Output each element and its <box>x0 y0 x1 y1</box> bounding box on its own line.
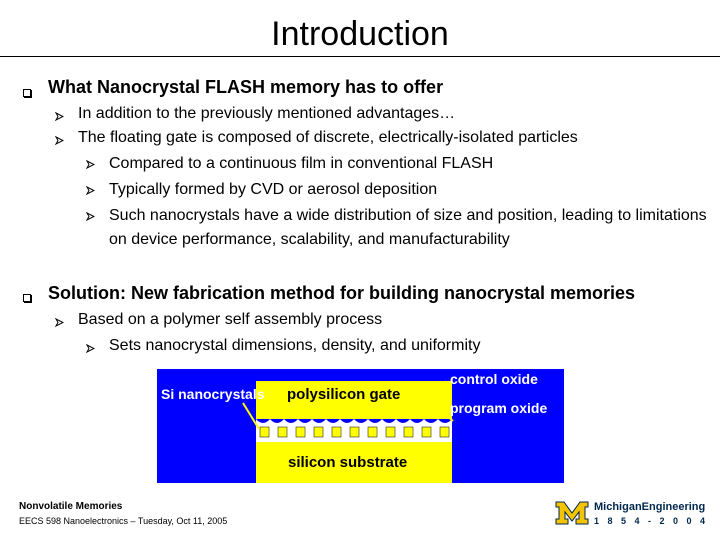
label-si-nanocrystals: Si nanocrystals <box>161 386 265 402</box>
arrow-bullet-icon <box>55 112 64 121</box>
sub-sub-bullet-3: Such nanocrystals have a wide distribution of size and position, leading to limitations on device performance, scalability, and manufacturability <box>109 207 707 248</box>
footer-course: EECS 598 Nanoelectronics – Tuesday, Oct 11, 2005 <box>19 516 228 526</box>
nanocrystal-dot <box>314 427 323 437</box>
nanocrystal-dot <box>368 427 377 437</box>
sub-sub-bullet-1: Compared to a continuous film in conventional FLASH <box>109 155 494 172</box>
arrow-bullet-icon <box>55 136 64 145</box>
sub-bullet-2-1: Based on a polymer self assembly process <box>78 311 383 328</box>
sub-bullet-1-1: In addition to the previously mentioned advantages… <box>78 105 456 122</box>
nanocrystal-dot <box>440 427 449 437</box>
nanocrystal-dot <box>404 427 413 437</box>
arrow-bullet-icon <box>86 186 95 195</box>
square-bullet-icon <box>23 294 31 302</box>
arrow-bullet-icon <box>86 344 95 353</box>
title-divider <box>0 56 720 57</box>
program-oxide-layer <box>256 438 452 442</box>
nanocrystal-dot <box>422 427 431 437</box>
label-polysilicon-gate: polysilicon gate <box>287 386 401 403</box>
nanocrystal-dot <box>350 427 359 437</box>
sub-bullet-1-2: The floating gate is composed of discrete, electrically-isolated particles <box>78 129 578 146</box>
arrow-bullet-icon <box>86 160 95 169</box>
arrow-bullet-icon <box>86 212 95 221</box>
nanocrystal-dot <box>278 427 287 437</box>
label-silicon-substrate: silicon substrate <box>288 454 408 471</box>
bullet-heading-2: Solution: New fabrication method for building nanocrystal memories <box>48 283 636 303</box>
nanocrystal-dot <box>296 427 305 437</box>
sub-sub-bullet-2: Typically formed by CVD or aerosol deposition <box>109 181 438 198</box>
bullet-heading-1: What Nanocrystal FLASH memory has to offer <box>48 77 444 97</box>
nanocrystal-dot <box>332 427 341 437</box>
michigan-engineering-logo <box>554 494 714 534</box>
logo-years: 1 8 5 4 - 2 0 0 4 <box>594 516 709 526</box>
arrow-bullet-icon <box>55 318 64 327</box>
label-control-oxide: control oxide <box>450 371 538 387</box>
footer-title: Nonvolatile Memories <box>19 501 123 512</box>
label-program-oxide: program oxide <box>450 400 548 416</box>
block-m-icon <box>554 498 590 526</box>
square-bullet-icon <box>23 89 31 97</box>
nanocrystal-memory-diagram <box>157 369 564 483</box>
nanocrystal-dot <box>260 427 269 437</box>
nanocrystal-dot <box>386 427 395 437</box>
logo-text: MichiganEngineering <box>594 501 706 513</box>
sub-sub-bullet-4: Sets nanocrystal dimensions, density, and uniformity <box>109 337 481 354</box>
slide-title: Introduction <box>271 15 449 53</box>
